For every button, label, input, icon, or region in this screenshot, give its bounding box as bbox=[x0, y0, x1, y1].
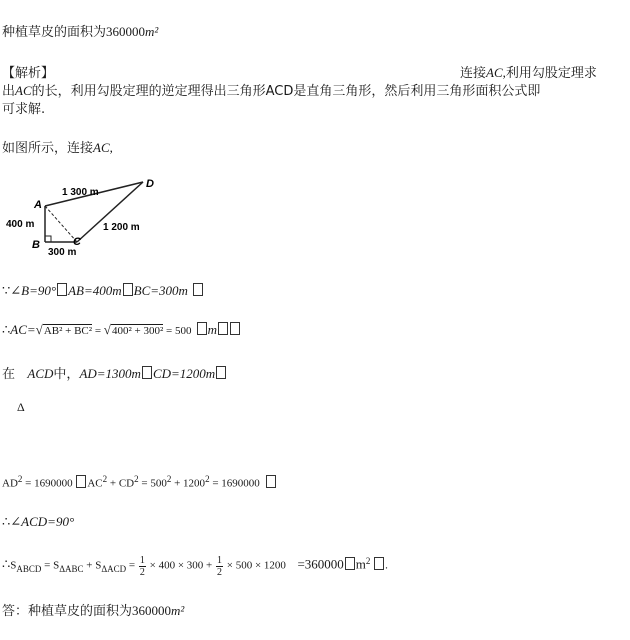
step3-mid: 中， bbox=[53, 367, 80, 382]
step5 bbox=[2, 514, 74, 530]
step4-rhs2: + CD bbox=[107, 477, 135, 490]
step3-ad: AD=1300m bbox=[79, 366, 141, 381]
intro-prefix: 如图所示，连接 bbox=[2, 141, 94, 156]
step6-plus: + S bbox=[83, 559, 102, 572]
step4-rhs3: = 500 bbox=[138, 477, 167, 490]
analysis-line1-suffix: 利用勾股定理求 bbox=[505, 66, 597, 81]
label-b: B bbox=[32, 239, 40, 251]
step6-sub1: ΔABC bbox=[59, 563, 84, 574]
step4-lhs-val: = 1690000 bbox=[22, 477, 73, 490]
step6: $\therefore S_{ABCD} = S_{\Delta ABC} + S_{\Delta ACD}$ = $\frac{1}{2}$ × 400 × 300 + $\frac{1}{2}$ × 500 × 1200 =360000 $m^2$ . bbox=[2, 554, 388, 578]
step5-text: ∠ACD=90° bbox=[10, 514, 75, 529]
intro-seg: AC, bbox=[93, 140, 113, 155]
final-answer bbox=[2, 600, 184, 619]
placeholder-box bbox=[57, 283, 67, 296]
final-value: 360000 bbox=[132, 603, 172, 618]
therefore-symbol: ∴ bbox=[2, 322, 11, 337]
final-prefix: 答：种植草皮的面积为 bbox=[2, 604, 133, 619]
right-angle-mark bbox=[45, 236, 51, 242]
placeholder-box bbox=[266, 475, 276, 488]
step6-eq2: = bbox=[126, 559, 138, 572]
placeholder-box bbox=[216, 366, 226, 379]
fraction-half: $\frac{1}{2}$ bbox=[139, 554, 145, 578]
step4-lhs: AD bbox=[2, 477, 18, 490]
step6-result: =360000 bbox=[294, 556, 344, 572]
geometry-figure bbox=[0, 172, 170, 264]
step6-sub2: ΔACD bbox=[101, 563, 127, 574]
step6-term2: × 500 × 1200 bbox=[224, 559, 286, 572]
length-bc: 300 m bbox=[48, 247, 77, 258]
step3-prefix: 在 bbox=[2, 367, 16, 382]
step3-tri: ACD bbox=[27, 366, 54, 381]
top-answer bbox=[2, 21, 158, 40]
because-symbol: ∵ bbox=[2, 283, 11, 298]
step2-result: = 500 bbox=[163, 325, 192, 337]
placeholder-box bbox=[123, 283, 133, 296]
step1-angle: ∠B=90° bbox=[10, 283, 57, 298]
therefore-symbol: ∴ bbox=[2, 556, 11, 572]
length-cd: 1 200 m bbox=[103, 222, 140, 233]
length-ad: 1 300 m bbox=[62, 187, 99, 198]
step2-radicand2: 400² + 300² bbox=[111, 325, 164, 337]
top-answer-value: 360000 bbox=[106, 24, 146, 39]
triangle-symbol: Δ bbox=[17, 400, 25, 414]
analysis-line2-seg: AC bbox=[15, 83, 32, 98]
step4-rhs: AC bbox=[87, 477, 103, 490]
placeholder-box bbox=[345, 557, 355, 570]
analysis-line2-prefix: 出 bbox=[2, 84, 16, 99]
step6-s-sub: ABCD bbox=[16, 563, 42, 574]
step1-ab: AB=400m bbox=[68, 283, 122, 298]
step2-eq: = bbox=[92, 325, 104, 337]
step2-lhs: AC= bbox=[10, 322, 36, 337]
step4: $AD^2 = 1690000$ $AC^2 + CD^2 = 500^2 + 1200^2 = 1690000$ bbox=[2, 474, 277, 490]
intro-line bbox=[2, 137, 113, 156]
analysis-line2-suffix: 的长，利用勾股定理的逆定理得出三角形ACD是直角三角形，然后利用三角形面积公式即 bbox=[31, 84, 541, 99]
label-d: D bbox=[146, 178, 154, 190]
top-answer-prefix: 种植草皮的面积为 bbox=[2, 25, 107, 40]
top-answer-unit: m² bbox=[145, 24, 159, 39]
step4-rhs4: + 1200 bbox=[171, 477, 206, 490]
step2-radicand: AB² + BC² bbox=[43, 325, 93, 337]
label-a: A bbox=[34, 199, 42, 211]
placeholder-box bbox=[193, 283, 203, 296]
step6-s: S bbox=[10, 559, 17, 572]
placeholder-box bbox=[197, 322, 207, 335]
length-ab: 400 m bbox=[6, 219, 35, 230]
step1-bc: BC=300m bbox=[133, 283, 188, 298]
placeholder-box bbox=[142, 366, 152, 379]
step1 bbox=[2, 283, 204, 299]
analysis-line2 bbox=[2, 80, 540, 99]
final-unit: m² bbox=[171, 603, 185, 618]
step6-unit: m bbox=[355, 556, 366, 572]
placeholder-box bbox=[374, 557, 384, 570]
step3 bbox=[2, 363, 227, 382]
therefore-symbol: ∴ bbox=[2, 514, 11, 529]
analysis-line1-right bbox=[460, 62, 597, 81]
placeholder-box bbox=[230, 322, 240, 335]
step6-term1: × 400 × 300 + bbox=[146, 559, 216, 572]
analysis-line1-seg: AC, bbox=[486, 65, 506, 80]
fraction-half: $\frac{1}{2}$ bbox=[217, 554, 223, 578]
step2-unit: m bbox=[207, 322, 217, 337]
analysis-tag: 【解析】 bbox=[2, 66, 55, 81]
label-c: C bbox=[73, 236, 81, 248]
step6-end: . bbox=[385, 559, 388, 572]
analysis-line3: 可求解. bbox=[2, 102, 46, 117]
step6-eq1: = S bbox=[41, 559, 60, 572]
step3-cd: CD=1200m bbox=[152, 366, 216, 381]
analysis-line1-prefix: 连接 bbox=[460, 66, 487, 81]
step4-rhs5: = 1690000 bbox=[209, 477, 260, 490]
step2: ∴AC=√AB² + BC² = √400² + 300² = 500 m bbox=[2, 322, 241, 338]
placeholder-box bbox=[76, 475, 86, 488]
placeholder-box bbox=[218, 322, 228, 335]
